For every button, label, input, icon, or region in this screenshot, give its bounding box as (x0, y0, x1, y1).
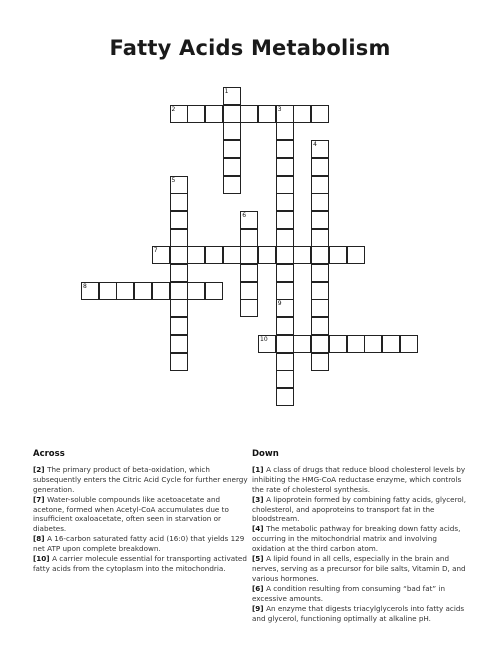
across-clue (33, 495, 253, 535)
crossword-cell[interactable] (311, 299, 329, 317)
crossword-cell[interactable] (311, 246, 329, 264)
crossword-cell[interactable] (276, 335, 294, 353)
clue-number: 10 (260, 335, 268, 343)
crossword-cell[interactable] (170, 193, 188, 211)
crossword-cell[interactable] (293, 105, 311, 123)
across-clue (33, 554, 253, 574)
crossword-cell[interactable] (205, 105, 223, 123)
across-clues (33, 450, 253, 574)
crossword-cell[interactable] (258, 105, 276, 123)
crossword-cell[interactable] (223, 246, 241, 264)
crossword-cell[interactable] (240, 229, 258, 247)
crossword-cell[interactable] (311, 229, 329, 247)
clue-number-label: [8] (33, 534, 48, 544)
crossword-cell[interactable] (276, 122, 294, 140)
crossword-cell[interactable] (170, 211, 188, 229)
clue-text: A lipoprotein formed by combining fatty acids, glycerol, cholesterol, and apoproteins to transport fat in the bloodstream. (252, 494, 467, 524)
clue-number: 1 (224, 88, 229, 95)
crossword-cell[interactable] (240, 299, 258, 317)
clue-number: 7 (153, 247, 158, 255)
clue-text: The primary product of beta-oxidation, which subsequently enters the Citric Acid Cycle for further energy generation. (33, 464, 248, 494)
clue-number: 2 (171, 105, 176, 113)
crossword-cell[interactable] (170, 246, 188, 264)
crossword-cell[interactable] (170, 335, 188, 353)
crossword-cell[interactable] (170, 299, 188, 317)
crossword-cell[interactable] (311, 264, 329, 282)
clue-number: 8 (83, 282, 87, 290)
crossword-cell[interactable] (311, 335, 329, 353)
crossword-cell[interactable] (223, 122, 241, 140)
crossword-cell[interactable] (170, 229, 188, 247)
clue-number-label: [10] (33, 554, 53, 564)
clue-number-label: [4] (252, 524, 267, 534)
crossword-cell[interactable] (223, 140, 241, 158)
crossword-cell[interactable] (276, 370, 294, 388)
crossword-cell[interactable] (311, 211, 329, 229)
crossword-cell[interactable] (99, 282, 117, 300)
clue-text: The metabolic pathway for breaking down fatty acids, occurring in the mitochondrial matrix and involving oxidation at the third carbon atom. (252, 524, 461, 554)
crossword-cell[interactable] (205, 282, 223, 300)
down-clue (252, 584, 472, 604)
crossword-cell[interactable] (311, 158, 329, 176)
crossword-cell[interactable] (311, 282, 329, 300)
clue-text: A lipid found in all cells, especially in the brain and nerves, serving as a precursor for bile salts, Vitamin D, and various hormones. (252, 554, 466, 583)
clue-text: A condition resulting from consuming “bad fat” in excessive amounts. (252, 583, 445, 603)
crossword-cell[interactable] (329, 335, 347, 353)
crossword-cell[interactable] (347, 335, 365, 353)
crossword-cell[interactable] (276, 158, 294, 176)
clue-number-label: [9] (252, 603, 267, 613)
clue-text: A 16-carbon saturated fatty acid (16:0) that yields 129 net ATP upon complete breakdown. (33, 534, 245, 554)
crossword-cell[interactable] (205, 246, 223, 264)
crossword-cell[interactable] (276, 388, 294, 406)
crossword-cell[interactable] (311, 353, 329, 371)
crossword-cell[interactable] (152, 282, 170, 300)
crossword-cell[interactable] (240, 282, 258, 300)
across-clue-list (33, 465, 253, 574)
crossword-cell[interactable] (276, 246, 294, 264)
crossword-cell[interactable] (187, 105, 205, 123)
across-clue (33, 465, 253, 495)
crossword-cell[interactable] (276, 140, 294, 158)
crossword-cell[interactable] (311, 317, 329, 335)
crossword-cell[interactable] (240, 264, 258, 282)
down-clue (252, 604, 472, 624)
crossword-cell[interactable] (258, 246, 276, 264)
down-clue (252, 495, 472, 525)
crossword-cell[interactable] (364, 335, 382, 353)
clue-number-label: [3] (252, 494, 267, 504)
crossword-cell[interactable] (276, 264, 294, 282)
down-clue-list (252, 465, 472, 624)
crossword-cell[interactable] (347, 246, 365, 264)
crossword-cell[interactable] (240, 105, 258, 123)
clue-number-label: [5] (252, 554, 267, 564)
clue-number: 5 (171, 176, 176, 184)
down-clue (252, 554, 472, 584)
clue-text: Water-soluble compounds like acetoacetate and acetone, formed when Acetyl-CoA accumulates due to insufficient oxaloacetate, often seen in starvation or diabetes. (33, 494, 229, 534)
crossword-cell[interactable] (116, 282, 134, 300)
down-clue (252, 465, 472, 495)
crossword-cell[interactable] (276, 176, 294, 194)
down-heading: Down (252, 449, 279, 459)
crossword-cell[interactable] (276, 211, 294, 229)
crossword-cell[interactable] (382, 335, 400, 353)
crossword-cell[interactable] (223, 105, 241, 123)
down-clue (252, 524, 472, 554)
crossword-cell[interactable] (223, 158, 241, 176)
across-clue (33, 534, 253, 554)
down-clues (252, 450, 472, 623)
clue-number-label: [2] (33, 464, 48, 474)
crossword-cell[interactable] (293, 246, 311, 264)
clue-text: An enzyme that digests triacylglycerols into fatty acids and glycerol, functioning optimally at alkaline pH. (252, 603, 465, 623)
crossword-cell[interactable] (187, 246, 205, 264)
crossword-cell[interactable] (293, 335, 311, 353)
crossword-cell[interactable] (311, 105, 329, 123)
crossword-cell[interactable] (170, 264, 188, 282)
clue-number: 4 (313, 141, 317, 149)
crossword-cell[interactable] (134, 282, 152, 300)
page-title: Fatty Acids Metabolism (109, 36, 391, 60)
clue-number-label: [7] (33, 494, 48, 504)
clue-number-label: [6] (252, 583, 267, 593)
clue-number: 9 (277, 300, 282, 308)
crossword-cell[interactable] (276, 282, 294, 300)
clue-text: A carrier molecule essential for transporting activated fatty acids from the cytoplasm into the mitochondria. (33, 554, 247, 573)
crossword-cell[interactable] (311, 193, 329, 211)
crossword-cell[interactable] (400, 335, 418, 353)
crossword-cell[interactable] (276, 229, 294, 247)
clue-text: A class of drugs that reduce blood cholesterol levels by inhibiting the HMG-CoA reductase enzyme, which controls the rate of cholesterol synthesis. (252, 464, 466, 494)
clue-number: 3 (277, 105, 282, 113)
crossword-cell[interactable] (170, 317, 188, 335)
crossword-cell[interactable] (329, 246, 347, 264)
crossword-cell[interactable] (170, 282, 188, 300)
crossword-cell[interactable] (276, 353, 294, 371)
crossword-cell[interactable] (276, 317, 294, 335)
crossword-cell[interactable] (276, 193, 294, 211)
crossword-cell[interactable] (170, 353, 188, 371)
across-heading: Across (33, 449, 65, 459)
crossword-cell[interactable] (240, 246, 258, 264)
crossword-cell[interactable] (223, 176, 241, 194)
clue-number: 6 (242, 211, 247, 219)
crossword-cell[interactable] (311, 176, 329, 194)
clue-number-label: [1] (252, 464, 267, 474)
crossword-cell[interactable] (187, 282, 205, 300)
